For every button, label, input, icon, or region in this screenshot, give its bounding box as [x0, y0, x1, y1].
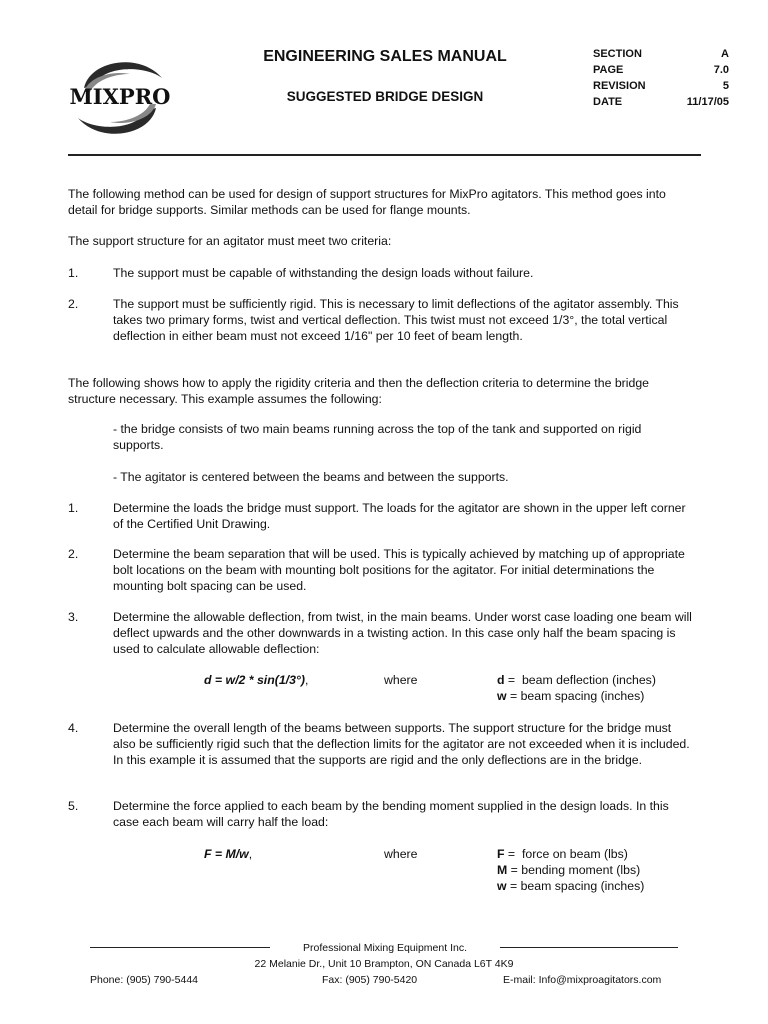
meta-section-row [593, 46, 729, 62]
definition-symbol: w [497, 689, 507, 703]
criteria-item: The support must be sufficiently rigid. This is necessary to limit deflections of the agitator assembly. This takes two primary forms, twist and vertical deflection. This twist must not exceed 1/3°, the total vertical deflection in either beam must not exceed 1/16" per 10 feet of beam length. [113, 297, 679, 343]
definition-text: bending moment (lbs) [521, 863, 641, 877]
equation-definitions [497, 846, 717, 894]
meta-label: PAGE [593, 64, 624, 76]
footer-rule-right [500, 947, 678, 948]
meta-value: A [721, 48, 729, 60]
logo-swoosh-graphic [70, 52, 170, 142]
meta-page-row [593, 62, 729, 78]
footer-phone: Phone: (905) 790-5444 [90, 974, 198, 986]
logo-wordmark: MIXPRO [70, 84, 170, 109]
definition-row [497, 846, 717, 862]
footer-fax: Fax: (905) 790-5420 [322, 974, 418, 986]
footer-email: E-mail: Info@mixproagitators.com [503, 974, 662, 986]
document-meta [593, 46, 729, 110]
definition-symbol: d [497, 673, 505, 687]
definition-row [497, 688, 717, 704]
footer-company: Professional Mixing Equipment Inc. [303, 942, 467, 954]
definition-text: beam spacing (inches) [520, 689, 645, 703]
step-number: 4. [68, 721, 79, 735]
meta-label: DATE [593, 96, 623, 108]
definition-row [497, 672, 717, 688]
criteria-number: 1. [68, 266, 79, 280]
force-equation [204, 846, 252, 862]
footer-address: 22 Melanie Dr., Unit 10 Brampton, ON Canada L6T 4K9 [254, 958, 514, 970]
meta-revision-row [593, 78, 729, 94]
meta-label: REVISION [593, 80, 646, 92]
meta-value: 5 [722, 80, 729, 92]
deflection-equation [204, 672, 308, 688]
equation-suffix: , [304, 673, 309, 687]
header-divider [68, 154, 701, 156]
definition-text: beam spacing (inches) [520, 879, 645, 893]
definition-text: force on beam (lbs) [518, 847, 628, 861]
equation-suffix: , [248, 847, 253, 861]
rigidity-intro: The following shows how to apply the rigidity criteria and then the deflection criteria to determine the bridge structure necessary. This example assumes the following: [68, 376, 650, 406]
definition-equals: = [504, 673, 519, 687]
mixpro-logo [70, 52, 170, 142]
definition-equals: = [506, 879, 521, 893]
equation-formula: d = w/2 * sin(1/3°) [204, 673, 305, 687]
criteria-intro: The support structure for an agitator must meet two criteria: [68, 234, 392, 248]
meta-value: 11/17/05 [686, 96, 729, 108]
assumption-item: - the bridge consists of two main beams running across the top of the tank and supported on rigid supports. [113, 422, 642, 452]
intro-paragraph: The following method can be used for design of support structures for MixPro agitators. This method goes into detail for bridge supports. Similar methods can be used for flange mounts. [68, 187, 666, 217]
footer-rule-left [90, 947, 270, 948]
definition-symbol: F [497, 847, 505, 861]
meta-date-row [593, 94, 729, 110]
definition-text: beam deflection (inches) [518, 673, 656, 687]
meta-label: SECTION [593, 48, 642, 60]
criteria-number: 2. [68, 297, 79, 311]
page-title: ENGINEERING SALES MANUAL [263, 48, 507, 65]
definition-equals: = [504, 847, 519, 861]
definition-row [497, 878, 717, 894]
step-number: 2. [68, 547, 79, 561]
meta-value: 7.0 [713, 64, 729, 76]
step-item: Determine the overall length of the beams between supports. The support structure for the bridge must also be sufficiently rigid such that the deflection limits for the agitator are not exceeded when it is included. In this example it is assumed that the supports are rigid and the only deflections are in the bridge. [113, 721, 690, 767]
step-item: Determine the loads the bridge must support. The loads for the agitator are shown in the upper left corner of the Certified Unit Drawing. [113, 501, 686, 531]
definition-equals: = [507, 863, 522, 877]
definition-symbol: M [497, 863, 508, 877]
step-number: 3. [68, 610, 79, 624]
equation-where: where [384, 847, 418, 861]
step-number: 5. [68, 799, 79, 813]
assumption-item: - The agitator is centered between the beams and between the supports. [113, 470, 509, 484]
criteria-item: The support must be capable of withstanding the design loads without failure. [113, 266, 534, 280]
page-subtitle: SUGGESTED BRIDGE DESIGN [286, 89, 484, 104]
definition-row [497, 862, 717, 878]
step-item: Determine the beam separation that will be used. This is typically achieved by matching up of appropriate bolt locations on the beam with mounting bolt positions for the agitator. For initial determinations the mounting bolt spacing can be used. [113, 547, 685, 593]
definition-equals: = [506, 689, 521, 703]
definition-symbol: w [497, 879, 507, 893]
equation-where: where [384, 673, 418, 687]
step-number: 1. [68, 501, 79, 515]
step-item: Determine the allowable deflection, from twist, in the main beams. Under worst case loading one beam will deflect upwards and the other downwards in a twisting action. In this case only half the beam spacing is used to calculate allowable deflection: [113, 610, 692, 656]
step-item: Determine the force applied to each beam by the bending moment supplied in the design loads. In this case each beam will carry half the load: [113, 799, 669, 829]
equation-formula: F = M/w [204, 847, 249, 861]
equation-definitions [497, 672, 717, 704]
